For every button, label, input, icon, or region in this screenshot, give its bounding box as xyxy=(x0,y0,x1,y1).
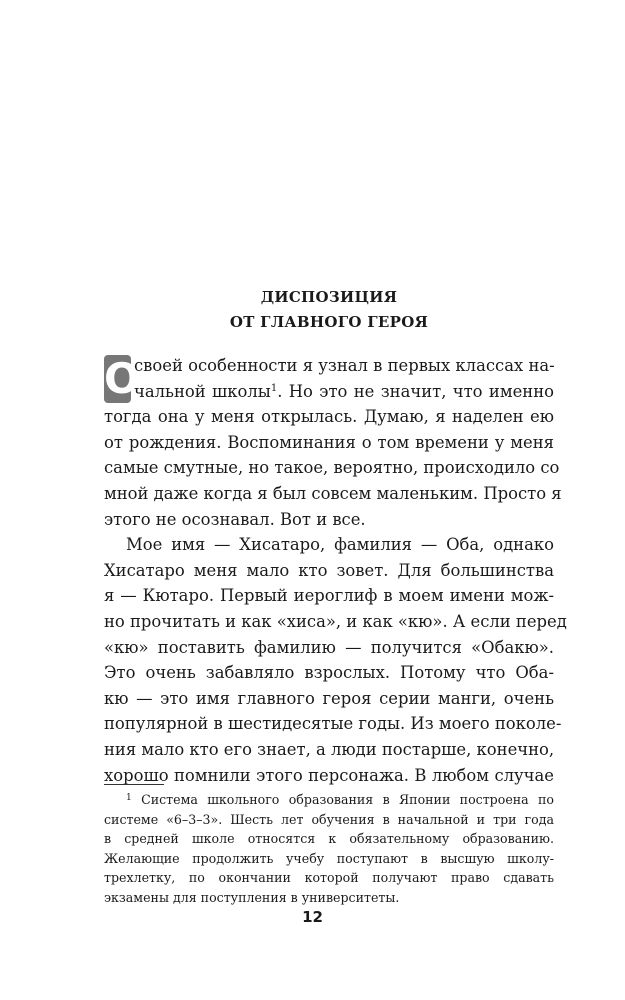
text-line: этого не осознавал. Вот и все. xyxy=(104,509,366,529)
text-line xyxy=(104,379,554,405)
text-line: Хисатаро меня мало кто зовет. Для большинства xyxy=(104,560,554,580)
footnote-separator xyxy=(104,784,164,785)
text-line: самые смутные, но такое, вероятно, происходило со xyxy=(104,458,560,478)
text-line: ния мало кто его знает, а люди постарше, конечно, xyxy=(104,739,555,759)
text-line: мной даже когда я был совсем маленьким. Просто я xyxy=(104,483,562,503)
drop-cap: О xyxy=(104,354,140,403)
text-line xyxy=(104,790,554,810)
footnote-paragraph xyxy=(104,790,554,908)
paragraph-2 xyxy=(104,532,567,788)
text-line: хорошо помнили этого персонажа. В любом случае xyxy=(104,765,554,785)
text-line: кю — это имя главного героя серии манги, очень xyxy=(104,688,554,708)
footnote-reference[interactable]: 1 xyxy=(270,382,278,394)
text-line: своей особенности я узнал в первых классах на- xyxy=(134,356,555,375)
text-line: популярной в шестидесятые годы. Из моего поколе- xyxy=(104,714,562,734)
text-line: тогда она у меня открылась. Думаю, я наделен ею xyxy=(104,407,554,427)
text-line: Это очень забавляло взрослых. Потому что Оба- xyxy=(104,663,554,683)
text-line: трехлетку, по окончании которой получают право сдавать xyxy=(104,870,554,886)
text-line: Желающие продолжить учебу поступают в высшую школу- xyxy=(104,850,554,866)
text-span: Система школьного образования в Японии построена по xyxy=(131,792,554,807)
text-line: но прочитать и как «хиса», и как «кю». А если перед xyxy=(104,611,567,631)
chapter-title-line-1: ДИСПОЗИЦИЯ xyxy=(260,288,398,306)
text-line: экзамены для поступления в университеты. xyxy=(104,889,400,905)
text-line: от рождения. Воспоминания о том времени у меня xyxy=(104,432,554,452)
text-span: чальной школы xyxy=(134,381,271,401)
text-line: системе «6–3–3». Шесть лет обучения в начальной и три года xyxy=(104,811,554,827)
text-line: я — Кютаро. Первый иероглиф в моем имени мож- xyxy=(104,586,554,606)
footnote xyxy=(104,790,554,908)
chapter-title-line-2: ОТ ГЛАВНОГО ГЕРОЯ xyxy=(229,313,429,331)
page-number: 12 xyxy=(302,908,323,926)
text-span: . Но это не значит, что именно xyxy=(277,381,554,401)
text-line: в средней школе относятся к обязательному образованию. xyxy=(104,831,554,847)
footnote-marker: 1 xyxy=(126,793,132,803)
body-text xyxy=(104,353,567,788)
text-line: Мое имя — Хисатаро, фамилия — Оба, однако xyxy=(126,535,554,555)
text-line: «кю» поставить фамилию — получится «Обакю». xyxy=(104,637,554,657)
paragraph-1 xyxy=(104,353,562,532)
